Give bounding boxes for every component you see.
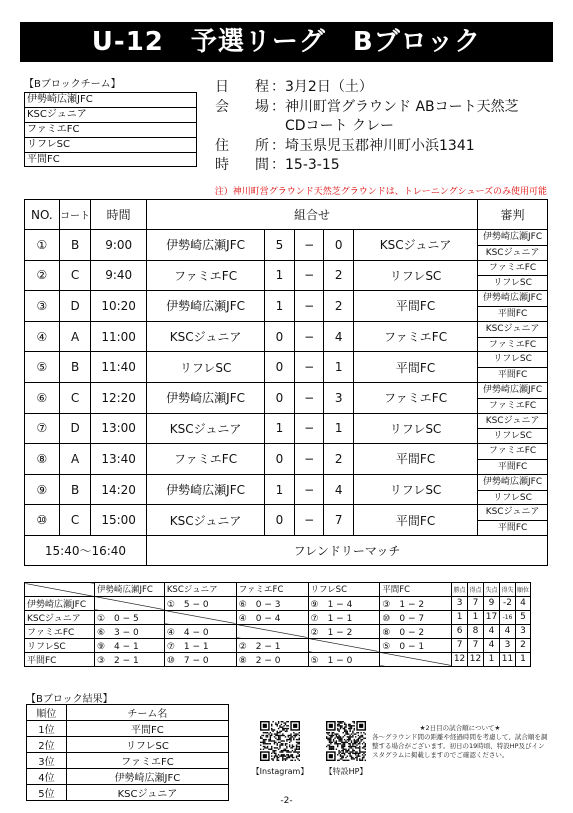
referee-team: KSCジュニア xyxy=(485,507,540,518)
home-score: 1 xyxy=(265,291,295,322)
score-dash: − xyxy=(294,260,324,291)
referee-cell xyxy=(478,382,548,413)
match-court: B xyxy=(59,230,91,261)
col-match: 組合せ xyxy=(146,200,477,230)
away-team: ファミエFC xyxy=(354,382,478,413)
results-row xyxy=(27,737,229,753)
team-item: 伊勢崎広瀬JFC xyxy=(24,92,197,107)
match-no: ⑥ xyxy=(25,382,60,413)
date-label: 日 程 xyxy=(215,79,275,95)
results-rank: 3位 xyxy=(27,753,67,769)
away-score: 2 xyxy=(324,260,354,291)
team-item: ファミエFC xyxy=(24,122,197,137)
instagram-qr-icon[interactable] xyxy=(260,721,300,761)
home-score: 0 xyxy=(265,352,295,383)
score-dash: − xyxy=(294,505,324,536)
event-info: 日 程 ： 3月2日（土） 会 場 ： 神川町営グラウンド ABコート天然芝 CDコート クレー 住 所 ： 埼玉県児玉郡神川町小浜1341 時 間 ： 15-3-15 xyxy=(215,78,519,176)
referee-team: 平間FC xyxy=(478,520,547,535)
away-score: 3 xyxy=(324,382,354,413)
address-value: 埼玉県児玉郡神川町小浜1341 xyxy=(285,137,475,154)
referee-cell xyxy=(478,413,548,444)
col-court: コート xyxy=(59,200,91,230)
home-score: 1 xyxy=(265,413,295,444)
standings-row xyxy=(25,638,531,652)
referee-team: 平間FC xyxy=(478,306,547,321)
home-team: 伊勢崎広瀬JFC xyxy=(146,382,264,413)
standings-pts: 3 xyxy=(452,596,468,610)
standings-gf: 7 xyxy=(468,596,484,610)
match-time: 14:20 xyxy=(91,474,147,505)
match-no: ③ xyxy=(25,291,60,322)
page-number: -2- xyxy=(280,796,293,806)
results-team: KSCジュニア xyxy=(66,785,228,801)
website-label: 【特設HP】 xyxy=(324,767,368,776)
standings-self-cell xyxy=(380,652,452,666)
score-dash: − xyxy=(294,321,324,352)
away-team: 平間FC xyxy=(354,505,478,536)
friendly-label: フレンドリーマッチ xyxy=(146,535,547,565)
standings-col-team: ファミエFC xyxy=(236,583,308,597)
standings-result: ② 2 − 1 xyxy=(236,638,308,652)
referee-team: リフレSC xyxy=(478,490,547,505)
referee-team: KSCジュニア xyxy=(478,245,547,260)
standings-row xyxy=(25,596,531,610)
match-row xyxy=(25,230,548,261)
standings-col-team: 伊勢崎広瀬JFC xyxy=(94,583,164,597)
standings-pts: 7 xyxy=(452,638,468,652)
referee-team: リフレSC xyxy=(478,428,547,443)
standings-row xyxy=(25,610,531,624)
referee-team: 平間FC xyxy=(478,367,547,382)
standings-team: 伊勢崎広瀬JFC xyxy=(25,596,95,610)
home-team: KSCジュニア xyxy=(146,505,264,536)
referee-cell xyxy=(478,474,548,505)
home-score: 5 xyxy=(265,230,295,261)
standings-col-stat: 順位 xyxy=(515,583,530,597)
away-score: 2 xyxy=(324,291,354,322)
results-table xyxy=(26,704,229,801)
friendly-time: 15:40〜16:40 xyxy=(25,535,147,565)
away-score: 7 xyxy=(324,505,354,536)
standings-col-stat: 得点 xyxy=(468,583,484,597)
home-score: 0 xyxy=(265,382,295,413)
standings-result: ④ 0 − 4 xyxy=(236,610,308,624)
match-court: C xyxy=(59,505,91,536)
away-team: ファミエFC xyxy=(354,321,478,352)
standings-result: ⑦ 1 − 1 xyxy=(164,638,236,652)
standings-result: ⑨ 1 − 4 xyxy=(308,596,380,610)
team-item: 平間FC xyxy=(24,152,197,167)
match-court: B xyxy=(59,474,91,505)
referee-team: 伊勢崎広瀬JFC xyxy=(483,476,543,487)
home-score: 1 xyxy=(265,474,295,505)
home-team: KSCジュニア xyxy=(146,321,264,352)
away-team: KSCジュニア xyxy=(354,230,478,261)
score-dash: − xyxy=(294,230,324,261)
home-score: 0 xyxy=(265,321,295,352)
match-no: ① xyxy=(25,230,60,261)
home-team: 伊勢崎広瀬JFC xyxy=(146,230,264,261)
results-col-rank: 順位 xyxy=(27,705,67,721)
away-team: 平間FC xyxy=(354,352,478,383)
standings-col-team: KSCジュニア xyxy=(164,583,236,597)
results-team: 平間FC xyxy=(66,721,228,737)
referee-team: ファミエFC xyxy=(478,337,547,352)
home-score: 0 xyxy=(265,505,295,536)
standings-ga: 1 xyxy=(484,652,500,666)
match-no: ⑧ xyxy=(25,444,60,475)
standings-gd: -16 xyxy=(499,610,515,624)
standings-team: 平間FC xyxy=(25,652,95,666)
standings-pts: 12 xyxy=(452,652,468,666)
away-score: 2 xyxy=(324,444,354,475)
match-court: C xyxy=(59,382,91,413)
match-row xyxy=(25,260,548,291)
standings-result: ④ 4 − 0 xyxy=(164,624,236,638)
referee-team: KSCジュニア xyxy=(485,323,540,334)
match-row xyxy=(25,352,548,383)
standings-gd: 4 xyxy=(499,624,515,638)
standings-rank: 3 xyxy=(515,624,530,638)
team-item: KSCジュニア xyxy=(24,107,197,122)
referee-team: リフレSC xyxy=(478,275,547,290)
match-time: 9:40 xyxy=(91,260,147,291)
referee-team: ファミエFC xyxy=(478,398,547,413)
standings-gf: 8 xyxy=(468,624,484,638)
notice-title: ★2日目の試合順について★ xyxy=(419,724,501,732)
standings-gd: 11 xyxy=(499,652,515,666)
standings-team: リフレSC xyxy=(25,638,95,652)
col-referee: 審判 xyxy=(478,200,548,230)
standings-gd: -2 xyxy=(499,596,515,610)
time-label: 時 間 xyxy=(215,157,275,173)
results-rank: 4位 xyxy=(27,769,67,785)
referee-cell xyxy=(478,260,548,291)
standings-result: ③ 1 − 2 xyxy=(380,596,452,610)
away-score: 4 xyxy=(324,321,354,352)
referee-cell xyxy=(478,352,548,383)
standings-pts: 6 xyxy=(452,624,468,638)
venue-value-2: CDコート クレー xyxy=(285,118,395,134)
standings-ga: 4 xyxy=(484,638,500,652)
results-rank: 5位 xyxy=(27,785,67,801)
match-no: ⑨ xyxy=(25,474,60,505)
standings-ga: 17 xyxy=(484,610,500,624)
results-rank: 2位 xyxy=(27,737,67,753)
standings-self-cell xyxy=(236,624,308,638)
schedule-notice xyxy=(372,724,548,760)
team-list-header: 【Bブロックチーム】 xyxy=(24,79,121,90)
standings-gf: 12 xyxy=(468,652,484,666)
referee-team: 平間FC xyxy=(478,459,547,474)
home-score: 1 xyxy=(265,260,295,291)
score-dash: − xyxy=(294,291,324,322)
referee-team: ファミエFC xyxy=(488,262,537,273)
time-value: 15-3-15 xyxy=(285,157,340,173)
match-time: 9:00 xyxy=(91,230,147,261)
away-score: 1 xyxy=(324,413,354,444)
referee-team: KSCジュニア xyxy=(485,415,540,426)
standings-rank: 4 xyxy=(515,596,530,610)
referee-cell xyxy=(478,230,548,261)
standings-self-cell xyxy=(164,610,236,624)
usage-note: 注）神川町営グラウンド天然芝グラウンドは、トレーニングシューズのみ使用可能 xyxy=(214,187,547,197)
website-qr-icon[interactable] xyxy=(326,721,366,761)
match-row xyxy=(25,474,548,505)
match-no: ② xyxy=(25,260,60,291)
match-row xyxy=(25,291,548,322)
referee-team: リフレSC xyxy=(493,354,532,365)
score-dash: − xyxy=(294,413,324,444)
standings-result: ⑨ 4 − 1 xyxy=(94,638,164,652)
standings-col-stat: 勝点 xyxy=(452,583,468,597)
results-rank: 1位 xyxy=(27,721,67,737)
standings-corner xyxy=(25,583,95,597)
venue-label: 会 場 xyxy=(215,98,275,115)
match-row xyxy=(25,382,548,413)
standings-col-team: リフレSC xyxy=(308,583,380,597)
standings-result: ⑩ 0 − 7 xyxy=(380,610,452,624)
match-row xyxy=(25,505,548,536)
score-dash: − xyxy=(294,474,324,505)
home-score: 0 xyxy=(265,444,295,475)
match-court: D xyxy=(59,291,91,322)
team-item: リフレSC xyxy=(24,137,197,152)
referee-team: 伊勢崎広瀬JFC xyxy=(483,293,543,304)
home-team: 伊勢崎広瀬JFC xyxy=(146,291,264,322)
standings-rank: 1 xyxy=(515,652,530,666)
notice-body: 各〜グラウンド間の距離や経過時間を考慮して、試合順を調整する場合がございます。初日の19時頃、特設HP及びインスタグラムに掲載しますのでご確認ください。 xyxy=(372,733,548,759)
referee-cell xyxy=(478,505,548,536)
standings-ga: 9 xyxy=(484,596,500,610)
match-court: A xyxy=(59,444,91,475)
match-no: ⑦ xyxy=(25,413,60,444)
referee-cell xyxy=(478,444,548,475)
match-row xyxy=(25,444,548,475)
team-list xyxy=(24,78,197,167)
date-value: 3月2日（土） xyxy=(285,79,373,95)
score-dash: − xyxy=(294,444,324,475)
away-score: 1 xyxy=(324,352,354,383)
standings-row xyxy=(25,652,531,666)
standings-result: ② 1 − 2 xyxy=(308,624,380,638)
match-time: 15:00 xyxy=(91,505,147,536)
referee-cell xyxy=(478,291,548,322)
standings-result: ⑤ 1 − 0 xyxy=(308,652,380,666)
match-time: 11:40 xyxy=(91,352,147,383)
standings-result: ⑧ 2 − 0 xyxy=(236,652,308,666)
standings-table xyxy=(24,582,531,667)
score-dash: − xyxy=(294,382,324,413)
standings-result: ⑧ 0 − 2 xyxy=(380,624,452,638)
match-time: 11:00 xyxy=(91,321,147,352)
away-team: リフレSC xyxy=(354,260,478,291)
away-team: 平間FC xyxy=(354,444,478,475)
away-team: リフレSC xyxy=(354,413,478,444)
match-row xyxy=(25,321,548,352)
standings-gf: 7 xyxy=(468,638,484,652)
standings-result: ⑦ 1 − 1 xyxy=(308,610,380,624)
standings-rank: 2 xyxy=(515,638,530,652)
standings-col-stat: 得失 xyxy=(499,583,515,597)
address-label: 住 所 xyxy=(215,137,275,154)
results-team: リフレSC xyxy=(66,737,228,753)
standings-rank: 5 xyxy=(515,610,530,624)
standings-result: ① 0 − 5 xyxy=(94,610,164,624)
standings-gd: 3 xyxy=(499,638,515,652)
standings-result: ⑥ 3 − 0 xyxy=(94,624,164,638)
results-team: ファミエFC xyxy=(66,753,228,769)
standings-result: ① 5 − 0 xyxy=(164,596,236,610)
match-court: A xyxy=(59,321,91,352)
home-team: 伊勢崎広瀬JFC xyxy=(146,474,264,505)
standings-team: ファミエFC xyxy=(25,624,95,638)
away-score: 4 xyxy=(324,474,354,505)
standings-self-cell xyxy=(308,638,380,652)
results-row xyxy=(27,769,229,785)
referee-team: 伊勢崎広瀬JFC xyxy=(483,232,543,242)
referee-team: 伊勢崎広瀬JFC xyxy=(483,384,543,395)
page-title: U-12 予選リーグ Bブロック xyxy=(20,22,553,62)
home-team: リフレSC xyxy=(146,352,264,383)
score-dash: − xyxy=(294,352,324,383)
results-row xyxy=(27,721,229,737)
venue-value: 神川町営グラウンド ABコート天然芝 xyxy=(285,98,519,115)
standings-col-team: 平間FC xyxy=(380,583,452,597)
results-row xyxy=(27,753,229,769)
standings-result: ⑩ 7 − 0 xyxy=(164,652,236,666)
referee-cell xyxy=(478,321,548,352)
standings-result: ⑥ 0 − 3 xyxy=(236,596,308,610)
instagram-label: 【Instagram】 xyxy=(251,767,309,776)
match-no: ④ xyxy=(25,321,60,352)
home-team: ファミエFC xyxy=(146,444,264,475)
results-col-team: チーム名 xyxy=(66,705,228,721)
standings-gf: 1 xyxy=(468,610,484,624)
standings-self-cell xyxy=(94,596,164,610)
standings-team: KSCジュニア xyxy=(25,610,95,624)
match-court: C xyxy=(59,260,91,291)
home-team: ファミエFC xyxy=(146,260,264,291)
match-no: ⑤ xyxy=(25,352,60,383)
match-time: 13:40 xyxy=(91,444,147,475)
match-time: 13:00 xyxy=(91,413,147,444)
match-time: 12:20 xyxy=(91,382,147,413)
col-no: NO. xyxy=(25,200,60,230)
standings-pts: 1 xyxy=(452,610,468,624)
referee-team: ファミエFC xyxy=(488,446,537,457)
match-row xyxy=(25,413,548,444)
away-team: リフレSC xyxy=(354,474,478,505)
standings-col-stat: 失点 xyxy=(484,583,500,597)
match-court: D xyxy=(59,413,91,444)
results-title: 【Bブロック結果】 xyxy=(26,694,113,705)
results-team: 伊勢崎広瀬JFC xyxy=(66,769,228,785)
standings-result: ⑤ 0 − 1 xyxy=(380,638,452,652)
schedule-table xyxy=(24,199,548,566)
standings-ga: 4 xyxy=(484,624,500,638)
match-no: ⑩ xyxy=(25,505,60,536)
standings-result: ③ 2 − 1 xyxy=(94,652,164,666)
col-time: 時間 xyxy=(91,200,147,230)
away-team: 平間FC xyxy=(354,291,478,322)
match-court: B xyxy=(59,352,91,383)
away-score: 0 xyxy=(324,230,354,261)
home-team: KSCジュニア xyxy=(146,413,264,444)
standings-row xyxy=(25,624,531,638)
match-time: 10:20 xyxy=(91,291,147,322)
